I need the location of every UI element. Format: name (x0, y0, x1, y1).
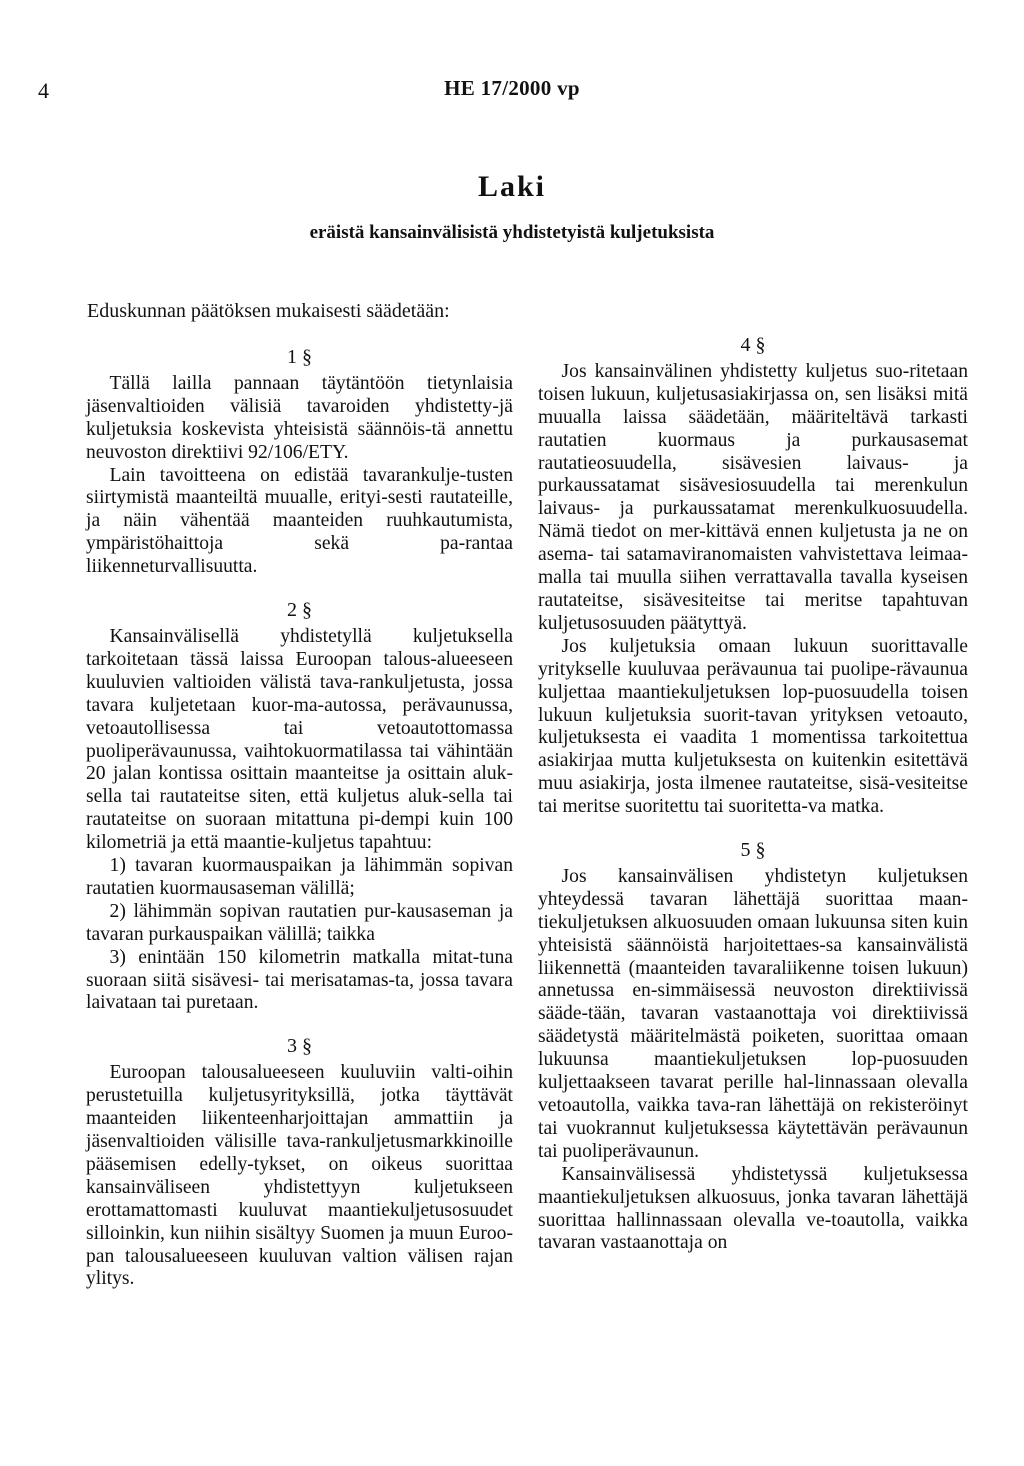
section-1 (86, 346, 513, 579)
section-paragraph: Jos kansainvälisen yhdistetyn kuljetuksen yhteydessä tavaran lähettäjä suorittaa maan-tiekuljetuksen alkuosuuden omaan lukuunsa siten kuin yhteisistä säännöistä harjoitettaes-sa kansainvälistä liikennettä (maanteiden tavaraliikenne toisen lukuun) annetussa en-simmäisessä neuvoston direktiivissä sääde-tään, tavaran vastaanottaja voi direktiivissä säädetystä määritelmästä poiketen, suorittaa omaan lukuunsa maantiekuljetuksen lop-puosuuden kuljettaakseen tavarat perille hal-linnassaan olevalla vetoautolla, vaikka tava-ran lähettäjä on rekisteröinyt tai vuokrannut kuljetuksessa käytettävän perävaunun tai puoliperävaunun. (538, 865, 968, 1162)
section-2 (86, 599, 513, 1015)
law-title: Laki (477, 170, 547, 203)
section-heading: 1 § (287, 346, 312, 368)
list-item: 2) lähimmän sopivan rautatien pur-kausaseman ja tavaran purkauspaikan välillä; taikka (86, 900, 513, 945)
section-paragraph: Kansainvälisellä yhdistetyllä kuljetuksella tarkoitetaan tässä laissa Euroopan talous-alueeseen kuuluvien valtioiden välistä tava-rankuljetusta, jossa tavara kuljetetaan kuor-ma-autossa, perävaunussa, vetoautollisessa tai vetoautottomassa puoliperävaunussa, vaihtokuormatilassa tai vähintään 20 jalan kontissa osittain maanteitse ja osittain aluk-sella tai rautateitse siten, että kuljetus aluk-sella tai rautateitse on suoraan mitattuna pi-dempi kuin 100 kilometriä ja että maantie-kuljetus tapahtuu: (86, 625, 513, 854)
list-item: 1) tavaran kuormauspaikan ja lähimmän sopivan rautatien kuormausaseman välillä; (86, 855, 513, 899)
section-paragraph: Kansainvälisessä yhdistetyssä kuljetuksessa maantiekuljetuksen alkuosuus, jonka tavaran lähettäjä suorittaa hallinnassaan olevalla ve-toautolla, vaikka tavaran vastaanottaja on (538, 1163, 968, 1254)
page-number: 4 (38, 78, 49, 103)
enactment-clause: Eduskunnan päätöksen mukaisesti säädetään: (87, 300, 450, 322)
section-5 (538, 839, 968, 1255)
right-column (538, 334, 968, 1255)
left-column (86, 334, 513, 1291)
section-4 (538, 334, 968, 819)
section-heading: 4 § (740, 334, 766, 356)
law-subtitle: eräistä kansainvälisistä yhdistetyistä kuljetuksista (309, 222, 715, 243)
list-item: 3) enintään 150 kilometrin matkalla mitat-tuna suoraan siitä sisävesi- tai merisatamas-ta, jossa tavara laivataan tai puretaan. (86, 946, 513, 1014)
section-paragraph: Lain tavoitteena on edistää tavarankulje-tusten siirtymistä maanteiltä muualle, erityi-sesti rautateille, ja näin vähentää maanteiden ruuhkautumista, ympäristöhaittoja sekä pa-rantaa liikenneturvallisuutta. (86, 464, 513, 578)
section-heading: 5 § (740, 839, 766, 862)
section-heading: 3 § (287, 1035, 312, 1058)
section-heading: 2 § (287, 599, 312, 622)
section-paragraph: Jos kansainvälinen yhdistetty kuljetus suo-ritetaan toisen lukuun, kuljetusasiakirjassa on, sen lisäksi mitä muualla laissa säädetään, määriteltävä tarkasti rautatien kuormaus ja purkausasemat rautatieosuudella, sisävesien laivaus- ja purkaussatamat sisävesiosuudella tai merenkulun laivaus- ja purkaussatamat merenkulkuosuudella. Nämä tiedot on mer-kittävä ennen kuljetusta ja ne on asema- tai satamaviranomaisten vahvistettava leimaa-malla tai muulla siihen verrattavalla tavalla kyseisen rautateitse, sisävesiteitse tai meritse tapahtuvan kuljetusosuuden päätyttyä. (538, 360, 968, 634)
running-head: HE 17/2000 vp (444, 76, 580, 100)
section-3 (86, 1035, 513, 1291)
section-paragraph: Tällä lailla pannaan täytäntöön tietynlaisia jäsenvaltioiden välisiä tavaroiden yhdistetty-jä kuljetuksia koskevista yhteisistä säännöis-tä annettu neuvoston direktiivi 92/106/ETY. (86, 372, 513, 463)
section-paragraph: Jos kuljetuksia omaan lukuun suorittavalle yritykselle kuuluvaa perävaunua tai puolipe-rävaunua kuljettaa maantiekuljetuksen lop-puosuudella toisen lukuun kuljetuksia suorit-tavan yrityksen vetoauto, kuljetuksesta ei vaadita 1 momentissa tarkoitettua asiakirjaa mutta kuljetuksesta on kuitenkin esitettävä muu asiakirja, josta ilmenee rautateitse, sisä-vesiteitse tai meritse suoritettu tai suoritetta-va matka. (538, 635, 968, 818)
section-paragraph: Euroopan talousalueeseen kuuluviin valti-oihin perustetuilla kuljetusyrityksillä, jotka täyttävät maanteiden liikenteenharjoittajan ammattiin ja jäsenvaltioiden välisille tava-rankuljetusmarkkinoille pääsemisen edelly-tykset, on oikeus suorittaa kansainväliseen yhdistettyyn kuljetukseen erottamattomasti kuuluvat maantiekuljetusosuudet silloinkin, kun niihin sisältyy Suomen ja muun Euroo-pan talousalueeseen kuuluvan valtion välisen rajan ylitys. (86, 1062, 513, 1290)
